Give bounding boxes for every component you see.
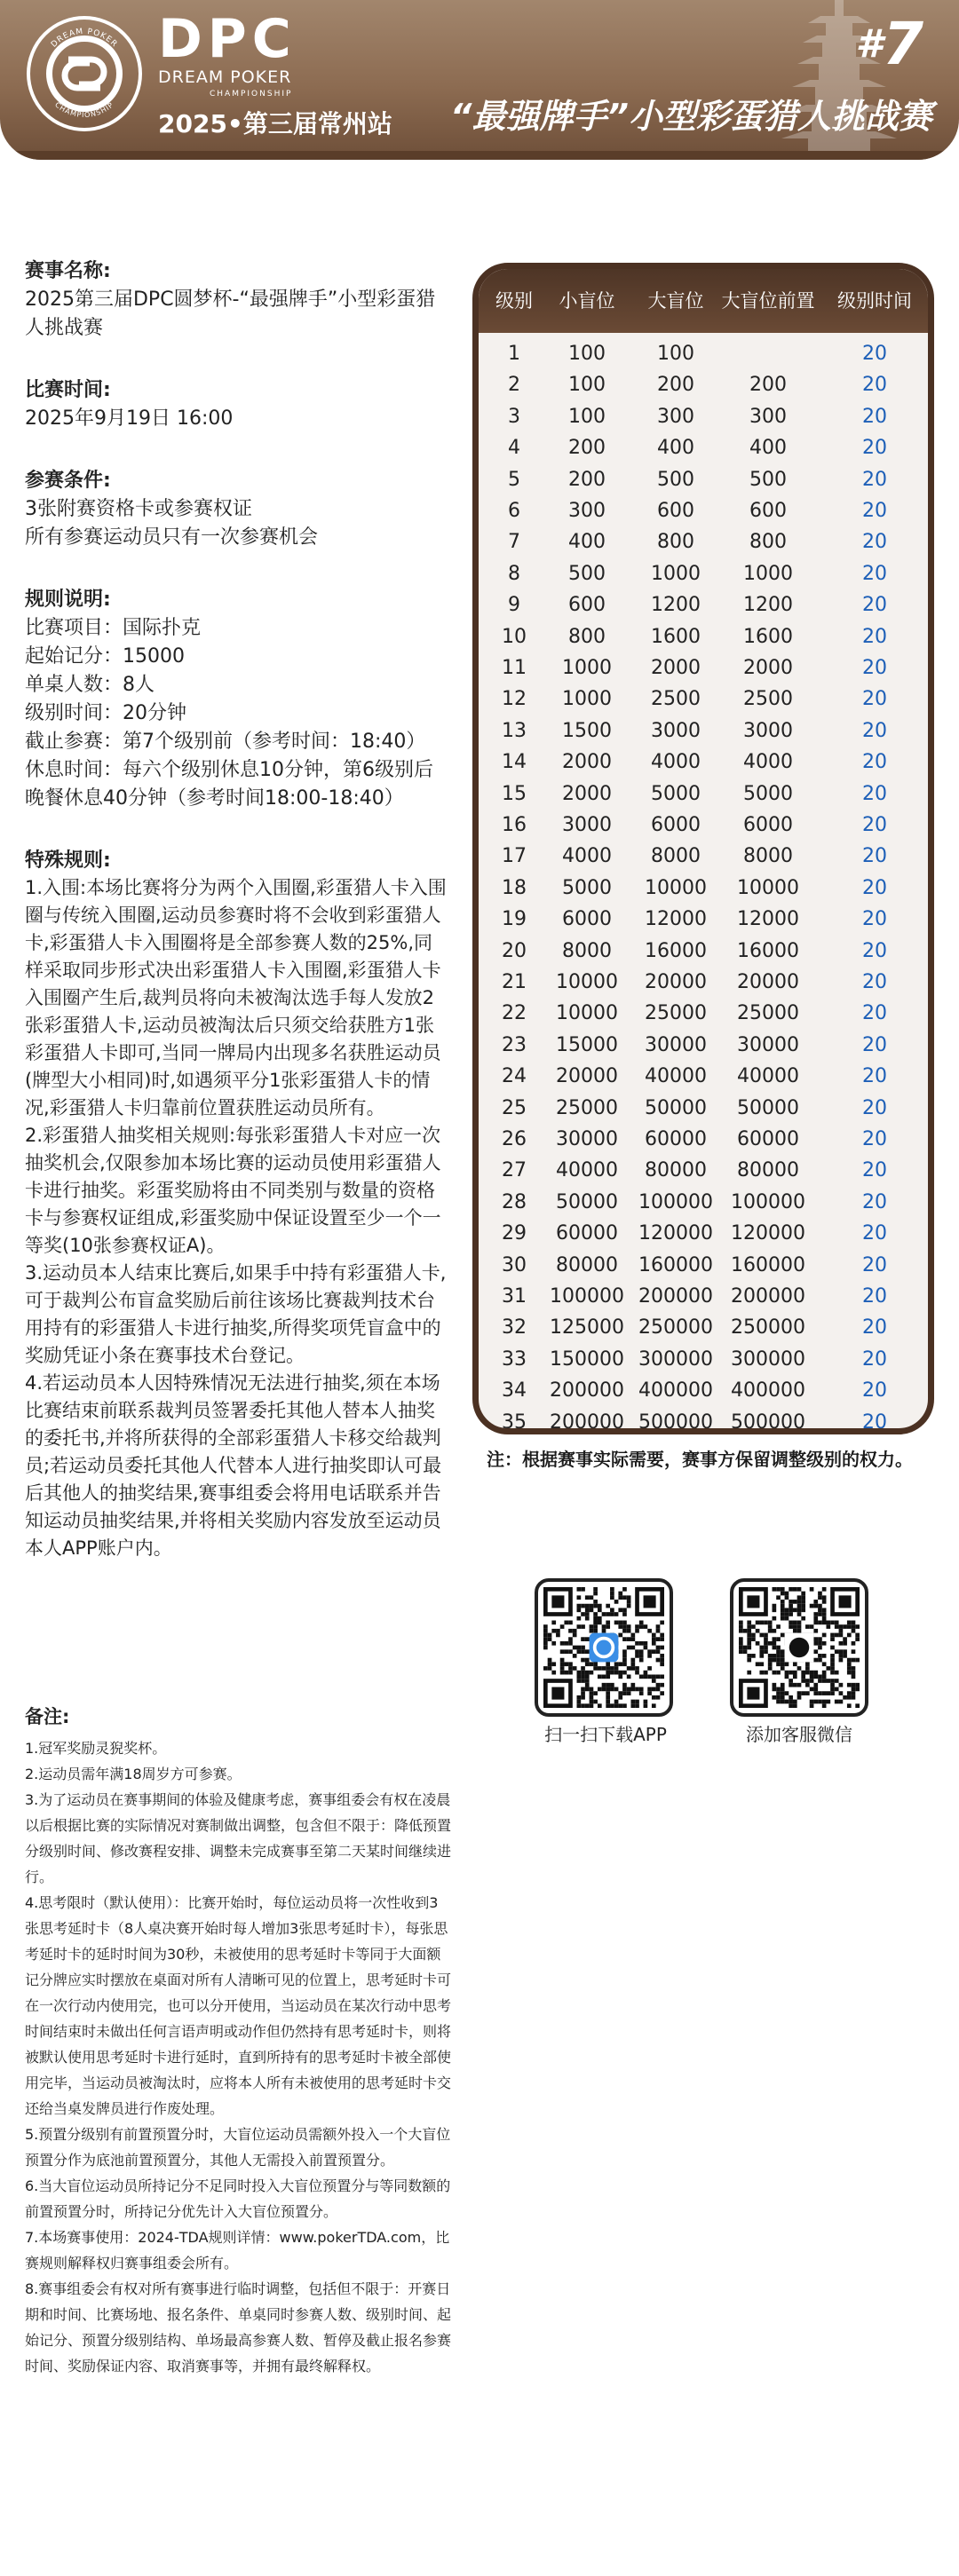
- table-cell: 300: [749, 405, 787, 428]
- table-cell: 29: [502, 1222, 527, 1245]
- table-cell: 2: [508, 374, 520, 397]
- table-cell: 20: [862, 405, 887, 428]
- rule-line: 休息时间：每六个级别休息10分钟，第6级别后晚餐休息40分钟（参考时间18:00-18:40）: [25, 759, 433, 810]
- table-cell: 400000: [638, 1379, 713, 1403]
- table-cell: 100000: [638, 1190, 713, 1213]
- table-cell: 2000: [651, 657, 701, 679]
- table-cell: 250000: [731, 1316, 805, 1339]
- table-cell: 20: [862, 374, 887, 397]
- table-cell: 60000: [737, 1128, 799, 1150]
- table-cell: 20: [862, 468, 887, 491]
- table-cell: 500: [749, 468, 787, 491]
- table-cell: 500: [568, 562, 606, 585]
- table-row: [479, 1409, 928, 1434]
- table-cell: 600: [657, 500, 694, 522]
- remark-line: 3.为了运动员在赛事期间的体验及健康考虑，赛事组委会有权在凌晨以后根据比赛的实际情况对赛制做出调整，包含但不限于：降低预置分级别时间、修改赛程安排、调整未完成赛事至第二天某时间继续进行。: [25, 1791, 452, 1885]
- table-cell: 400: [657, 437, 694, 460]
- table-cell: 2000: [562, 782, 612, 805]
- table-cell: 25000: [556, 1096, 618, 1119]
- event-title: “最强牌手”小型彩蛋猎人挑战赛: [450, 97, 932, 136]
- table-cell: 20: [862, 500, 887, 522]
- table-cell: 20: [862, 343, 887, 365]
- table-cell: 10000: [737, 876, 799, 899]
- table-cell: 6000: [743, 814, 793, 836]
- special-rule-line: 2.彩蛋猎人抽奖相关规则:每张彩蛋猎人卡对应一次抽奖机会,仅限参加本场比赛的运动员使用彩蛋猎人卡进行抽奖。彩蛋奖励将由不同类别与数量的资格卡与参赛权证组成,彩蛋奖励中保证设置至少一个一等奖(10张参赛权证A)。: [25, 1125, 441, 1256]
- table-cell: 20: [862, 531, 887, 554]
- table-cell: 200: [749, 374, 787, 397]
- remarks-section: [25, 1704, 451, 2379]
- brand-name: DPC: [158, 8, 297, 70]
- event-info: [25, 257, 451, 1596]
- table-cell: 33: [502, 1347, 527, 1371]
- header-banner: [0, 0, 959, 160]
- column-header: 大盲位前置: [721, 290, 815, 312]
- app-qr-label: 扫一扫下载APP: [544, 1724, 667, 1745]
- hash-symbol: #: [855, 21, 884, 67]
- table-cell: 20: [862, 1410, 887, 1434]
- table-cell: 32: [502, 1316, 527, 1339]
- section-title: 特殊规则:: [25, 849, 111, 872]
- table-cell: 30000: [645, 1033, 707, 1056]
- section-conditions: [25, 467, 451, 552]
- table-row: [479, 905, 928, 936]
- table-row: [479, 434, 928, 465]
- table-row: [479, 1189, 928, 1220]
- table-cell: 16: [502, 814, 527, 836]
- table-cell: 5000: [651, 782, 701, 805]
- table-cell: 100000: [731, 1190, 805, 1213]
- table-cell: 800: [568, 625, 606, 648]
- table-cell: 11: [502, 657, 527, 679]
- rule-line: 单桌人数：8人: [25, 674, 155, 696]
- section-name: [25, 257, 451, 343]
- rule-line: 截止参赛：第7个级别前（参考时间：18:40）: [25, 731, 426, 753]
- table-cell: 6000: [562, 908, 612, 931]
- rule-line: 比赛项目：国际扑克: [25, 617, 202, 639]
- table-row: [479, 623, 928, 654]
- table-cell: 5000: [743, 782, 793, 805]
- table-cell: 200: [568, 437, 606, 460]
- table-cell: 400: [749, 437, 787, 460]
- table-cell: 10000: [556, 1002, 618, 1025]
- table-cell: 20: [862, 1096, 887, 1119]
- table-cell: 160000: [638, 1253, 713, 1276]
- table-cell: 30: [502, 1253, 527, 1276]
- wechat-qr-label: 添加客服微信: [746, 1724, 852, 1745]
- table-cell: 25000: [645, 1002, 707, 1025]
- condition-line: 所有参赛运动员只有一次参赛机会: [25, 526, 319, 549]
- table-cell: 40000: [737, 1065, 799, 1088]
- table-cell: 25000: [737, 1002, 799, 1025]
- table-cell: 16000: [645, 939, 707, 962]
- event-station: 2025•第三届常州站: [158, 109, 392, 138]
- table-cell: 20: [862, 1253, 887, 1276]
- table-cell: 20: [862, 1190, 887, 1213]
- table-cell: 50000: [556, 1190, 618, 1213]
- table-row: [479, 717, 928, 748]
- section-title: 比赛时间:: [25, 379, 111, 401]
- table-row: [479, 1157, 928, 1188]
- table-cell: 2000: [743, 657, 793, 679]
- table-cell: 1200: [651, 594, 701, 617]
- table-cell: 20: [862, 876, 887, 899]
- table-cell: 20000: [645, 971, 707, 993]
- table-cell: 12: [502, 688, 527, 711]
- qr-code-icon: [739, 1587, 860, 1708]
- table-row: [479, 654, 928, 685]
- table-cell: 20: [862, 688, 887, 711]
- table-cell: 200000: [731, 1285, 805, 1308]
- table-cell: 26: [502, 1128, 527, 1150]
- table-cell: 100: [568, 343, 606, 365]
- table-cell: 4: [508, 437, 520, 460]
- table-cell: 20: [862, 719, 887, 742]
- table-cell: 3000: [743, 719, 793, 742]
- table-row: [479, 685, 928, 716]
- table-row: [479, 1220, 928, 1251]
- table-cell: 19: [502, 908, 527, 931]
- table-cell: 3: [508, 405, 520, 428]
- table-row: [479, 466, 928, 497]
- table-cell: 50000: [645, 1096, 707, 1119]
- table-cell: 40000: [645, 1065, 707, 1088]
- column-header: 小盲位: [559, 290, 615, 312]
- table-row: [479, 403, 928, 434]
- table-cell: 100: [657, 343, 694, 365]
- table-row: [479, 842, 928, 873]
- table-cell: 20: [862, 1222, 887, 1245]
- table-cell: 20: [502, 939, 527, 962]
- table-cell: 30000: [737, 1033, 799, 1056]
- blind-structure-table: [472, 263, 934, 1434]
- table-cell: 400000: [731, 1379, 805, 1403]
- event-time-value: 2025年9月19日 16:00: [25, 407, 234, 430]
- table-cell: 21: [502, 971, 527, 993]
- table-cell: 1600: [651, 625, 701, 648]
- table-cell: 34: [502, 1379, 527, 1403]
- table-cell: 20: [862, 782, 887, 805]
- table-cell: 20: [862, 1002, 887, 1025]
- table-cell: 15000: [556, 1033, 618, 1056]
- table-row: [479, 497, 928, 528]
- table-cell: 27: [502, 1159, 527, 1182]
- table-cell: 80000: [645, 1159, 707, 1182]
- table-cell: 150000: [550, 1347, 624, 1371]
- table-cell: 28: [502, 1190, 527, 1213]
- table-cell: 14: [502, 751, 527, 774]
- table-cell: 1000: [562, 688, 612, 711]
- table-cell: 10: [502, 625, 527, 648]
- remark-line: 5.预置分级别有前置预置分时，大盲位运动员需额外投入一个大盲位预置分作为底池前置预置分，其他人无需投入前置预置分。: [25, 2126, 451, 2169]
- section-rules: [25, 586, 451, 813]
- table-row: [479, 1063, 928, 1094]
- table-cell: 20: [862, 1285, 887, 1308]
- table-cell: 600: [568, 594, 606, 617]
- table-cell: 800: [657, 531, 694, 554]
- table-cell: 300: [657, 405, 694, 428]
- table-cell: 1600: [743, 625, 793, 648]
- table-cell: 1000: [651, 562, 701, 585]
- table-cell: 8000: [743, 845, 793, 868]
- table-cell: 20: [862, 1379, 887, 1403]
- table-cell: 20000: [556, 1065, 618, 1088]
- table-cell: 13: [502, 719, 527, 742]
- column-header: 级别时间: [837, 290, 912, 312]
- section-title: 规则说明:: [25, 589, 111, 611]
- table-row: [479, 1377, 928, 1408]
- condition-line: 3张附赛资格卡或参赛权证: [25, 498, 252, 520]
- table-cell: 20: [862, 1065, 887, 1088]
- table-cell: 7: [508, 531, 520, 554]
- logo-ring-top-text: DREAM POKER: [49, 27, 120, 50]
- table-cell: 300: [568, 500, 606, 522]
- table-row: [479, 1283, 928, 1314]
- table-cell: 10000: [645, 876, 707, 899]
- table-cell: 200000: [550, 1410, 624, 1434]
- table-cell: 23: [502, 1033, 527, 1056]
- table-header: [479, 269, 928, 333]
- table-cell: 200000: [550, 1379, 624, 1403]
- table-cell: 15: [502, 782, 527, 805]
- table-cell: 1: [508, 343, 520, 365]
- remark-line: 2.运动员需年满18周岁方可参赛。: [25, 1766, 242, 1782]
- table-cell: 60000: [556, 1222, 618, 1245]
- table-cell: 300000: [638, 1347, 713, 1371]
- table-row: [479, 1346, 928, 1377]
- table-cell: 20: [862, 1033, 887, 1056]
- table-cell: 100: [568, 374, 606, 397]
- logo-ring-bottom-text: CHAMPIONSHIP: [53, 100, 115, 120]
- table-cell: 500000: [638, 1410, 713, 1434]
- table-cell: 800: [749, 531, 787, 554]
- remark-line: 4.思考限时（默认使用）：比赛开始时，每位运动员将一次性收到3张思考延时卡（8人桌决赛开始时每人增加3张思考延时卡），每张思考延时卡的延时时间为30秒，未被使用的思考延时卡等同于大面额记分牌应实时摆放在桌面对所有人清晰可见的位置上，思考延时卡可在一次行动内使用完，也可以分开使用，当运动员在某次行动中思考时间结束时未做出任何言语声明或动作但仍然持有思考延时卡，则将被默认使用思考延时卡进行延时，直到所持有的思考延时卡被全部使用完毕，当运动员被淘汰时，应将本人所有未被使用的思考延时卡交还给当桌发牌员进行作废处理。: [25, 1894, 452, 2117]
- table-cell: 5: [508, 468, 520, 491]
- table-cell: 20: [862, 814, 887, 836]
- table-row: [479, 1031, 928, 1063]
- table-cell: 8000: [651, 845, 701, 868]
- table-row: [479, 340, 928, 371]
- table-cell: 30000: [556, 1128, 618, 1150]
- remark-line: 1.冠军奖励灵猊奖杯。: [25, 1740, 167, 1757]
- table-cell: 4000: [651, 751, 701, 774]
- dpc-logo: [27, 16, 142, 131]
- table-cell: 20: [862, 939, 887, 962]
- rule-line: 起始记分：15000: [25, 645, 185, 668]
- table-cell: 80000: [556, 1253, 618, 1276]
- table-cell: 160000: [731, 1253, 805, 1276]
- table-cell: 2000: [562, 751, 612, 774]
- table-cell: 600: [749, 500, 787, 522]
- table-cell: 16000: [737, 939, 799, 962]
- table-cell: 120000: [731, 1222, 805, 1245]
- table-note: 注：根据赛事实际需要，赛事方保留调整级别的权力。: [487, 1449, 913, 1470]
- table-cell: 1500: [562, 719, 612, 742]
- table-cell: 20: [862, 971, 887, 993]
- table-cell: 12000: [737, 908, 799, 931]
- table-cell: 80000: [737, 1159, 799, 1182]
- table-cell: 300000: [731, 1347, 805, 1371]
- app-qr-code[interactable]: [535, 1578, 673, 1717]
- table-cell: 20: [862, 1347, 887, 1371]
- special-rule-line: 1.入围:本场比赛将分为两个入围圈,彩蛋猎人卡入围圈与传统入围圈,运动员参赛时将不会收到彩蛋猎人卡,彩蛋猎人卡入围圈将是全部参赛人数的25%,同样采取同步形式决出彩蛋猎人卡入围圈,彩蛋猎人卡入围圈产生后,裁判员将向未被淘汰选手每人发放2张彩蛋猎人卡,运动员被淘汰后只须交给获胜方1张彩蛋猎人卡即可,当同一牌局内出现多名获胜运动员(牌型大小相同)时,如遇须平分1张彩蛋猎人卡的情况,彩蛋猎人卡归靠前位置获胜运动员所有。: [25, 877, 447, 1118]
- table-cell: 100: [568, 405, 606, 428]
- table-cell: 25: [502, 1096, 527, 1119]
- table-cell: 50000: [737, 1096, 799, 1119]
- table-row: [479, 937, 928, 968]
- table-cell: 4000: [743, 751, 793, 774]
- table-cell: 20: [862, 437, 887, 460]
- table-cell: 20: [862, 594, 887, 617]
- qr-code-icon: [543, 1587, 664, 1708]
- event-number: [855, 9, 923, 80]
- table-cell: 20: [862, 625, 887, 648]
- table-cell: 1000: [562, 657, 612, 679]
- table-cell: 200000: [638, 1285, 713, 1308]
- table-row: [479, 1000, 928, 1031]
- table-cell: 1200: [743, 594, 793, 617]
- section-title: 备注:: [25, 1706, 70, 1727]
- table-cell: 20: [862, 1316, 887, 1339]
- table-row: [479, 748, 928, 779]
- table-cell: 8000: [562, 939, 612, 962]
- table-cell: 20: [862, 1128, 887, 1150]
- table-cell: 100000: [550, 1285, 624, 1308]
- table-row: [479, 1314, 928, 1345]
- wechat-qr-code[interactable]: [730, 1578, 868, 1717]
- table-cell: 22: [502, 1002, 527, 1025]
- table-cell: 200: [657, 374, 694, 397]
- table-cell: 1000: [743, 562, 793, 585]
- event-name-value: 2025第三届DPC圆梦杯-“最强牌手”小型彩蛋猎人挑战赛: [25, 288, 436, 339]
- table-cell: 20000: [737, 971, 799, 993]
- table-cell: 24: [502, 1065, 527, 1088]
- remark-line: 6.当大盲位运动员所持记分不足同时投入大盲位预置分与等同数额的前置预置分时，所持记分优先计入大盲位预置分。: [25, 2177, 451, 2220]
- event-number-value: 7: [883, 10, 923, 78]
- brand-full-name: DREAM POKER: [158, 67, 292, 87]
- table-cell: 60000: [645, 1128, 707, 1150]
- column-header: 级别: [495, 290, 533, 312]
- table-row: [479, 560, 928, 591]
- logo-emblem: [46, 36, 123, 112]
- section-special-rules: [25, 847, 451, 1562]
- table-row: [479, 528, 928, 559]
- table-cell: 35: [502, 1410, 527, 1434]
- remark-line: 8.赛事组委会有权对所有赛事进行临时调整，包括但不限于：开赛日期和时间、比赛场地、报名条件、单桌同时参赛人数、级别时间、起始记分、预置分级别结构、单场最高参赛人数、暂停及截止报名参赛时间、奖励保证内容、取消赛事等，并拥有最终解释权。: [25, 2280, 452, 2375]
- table-cell: 31: [502, 1285, 527, 1308]
- table-cell: 3000: [562, 814, 612, 836]
- table-cell: 500: [657, 468, 694, 491]
- table-row: [479, 1252, 928, 1283]
- table-row: [479, 371, 928, 402]
- special-rule-line: 4.若运动员本人因特殊情况无法进行抽奖,须在本场比赛结束前联系裁判员签署委托其他人替本人抽奖的委托书,并将所获得的全部彩蛋猎人卡移交给裁判员;若运动员委托其他人代替本人进行抽奖即认可最后其他人的抽奖结果,赛事组委会将用电话联系并告知运动员抽奖结果,并将相关奖励内容发放至运动员本人APP账户内。: [25, 1372, 442, 1559]
- table-cell: 40000: [556, 1159, 618, 1182]
- table-row: [479, 1126, 928, 1157]
- table-cell: 6: [508, 500, 520, 522]
- table-row: [479, 811, 928, 842]
- table-cell: 17: [502, 845, 527, 868]
- table-cell: 20: [862, 845, 887, 868]
- table-cell: 2500: [651, 688, 701, 711]
- table-cell: 250000: [638, 1316, 713, 1339]
- table-cell: 8: [508, 562, 520, 585]
- rule-line: 级别时间：20分钟: [25, 702, 186, 724]
- table-row: [479, 968, 928, 1000]
- table-cell: 120000: [638, 1222, 713, 1245]
- table-cell: 20: [862, 1159, 887, 1182]
- table-cell: 200: [568, 468, 606, 491]
- table-cell: 125000: [550, 1316, 624, 1339]
- column-header: 大盲位: [647, 290, 704, 312]
- table-cell: 9: [508, 594, 520, 617]
- table-cell: 20: [862, 562, 887, 585]
- table-cell: 20: [862, 908, 887, 931]
- table-cell: 18: [502, 876, 527, 899]
- table-row: [479, 780, 928, 811]
- table-cell: 3000: [651, 719, 701, 742]
- table-cell: 4000: [562, 845, 612, 868]
- section-title: 参赛条件:: [25, 470, 111, 492]
- remark-line: 7.本场赛事使用：2024-TDA规则详情：www.pokerTDA.com，比赛规则解释权归赛事组委会所有。: [25, 2229, 450, 2272]
- brand-tagline: CHAMPIONSHIP: [210, 90, 293, 99]
- special-rule-line: 3.运动员本人结束比赛后,如果手中持有彩蛋猎人卡,可于裁判公布盲盒奖励后前往该场比赛裁判技术台用持有的彩蛋猎人卡进行抽奖,所得奖项凭盲盒中的奖励凭证小条在赛事技术台登记。: [25, 1262, 447, 1366]
- table-cell: 10000: [556, 971, 618, 993]
- table-cell: 20: [862, 751, 887, 774]
- table-cell: 20: [862, 657, 887, 679]
- table-row: [479, 874, 928, 905]
- table-cell: 400: [568, 531, 606, 554]
- table-cell: 12000: [645, 908, 707, 931]
- table-row: [479, 591, 928, 622]
- table-cell: 500000: [731, 1410, 805, 1434]
- logo-mark-icon: [52, 42, 116, 106]
- table-row: [479, 1094, 928, 1126]
- table-cell: 5000: [562, 876, 612, 899]
- section-title: 赛事名称:: [25, 260, 111, 282]
- table-cell: 2500: [743, 688, 793, 711]
- section-time: [25, 376, 451, 433]
- table-cell: 6000: [651, 814, 701, 836]
